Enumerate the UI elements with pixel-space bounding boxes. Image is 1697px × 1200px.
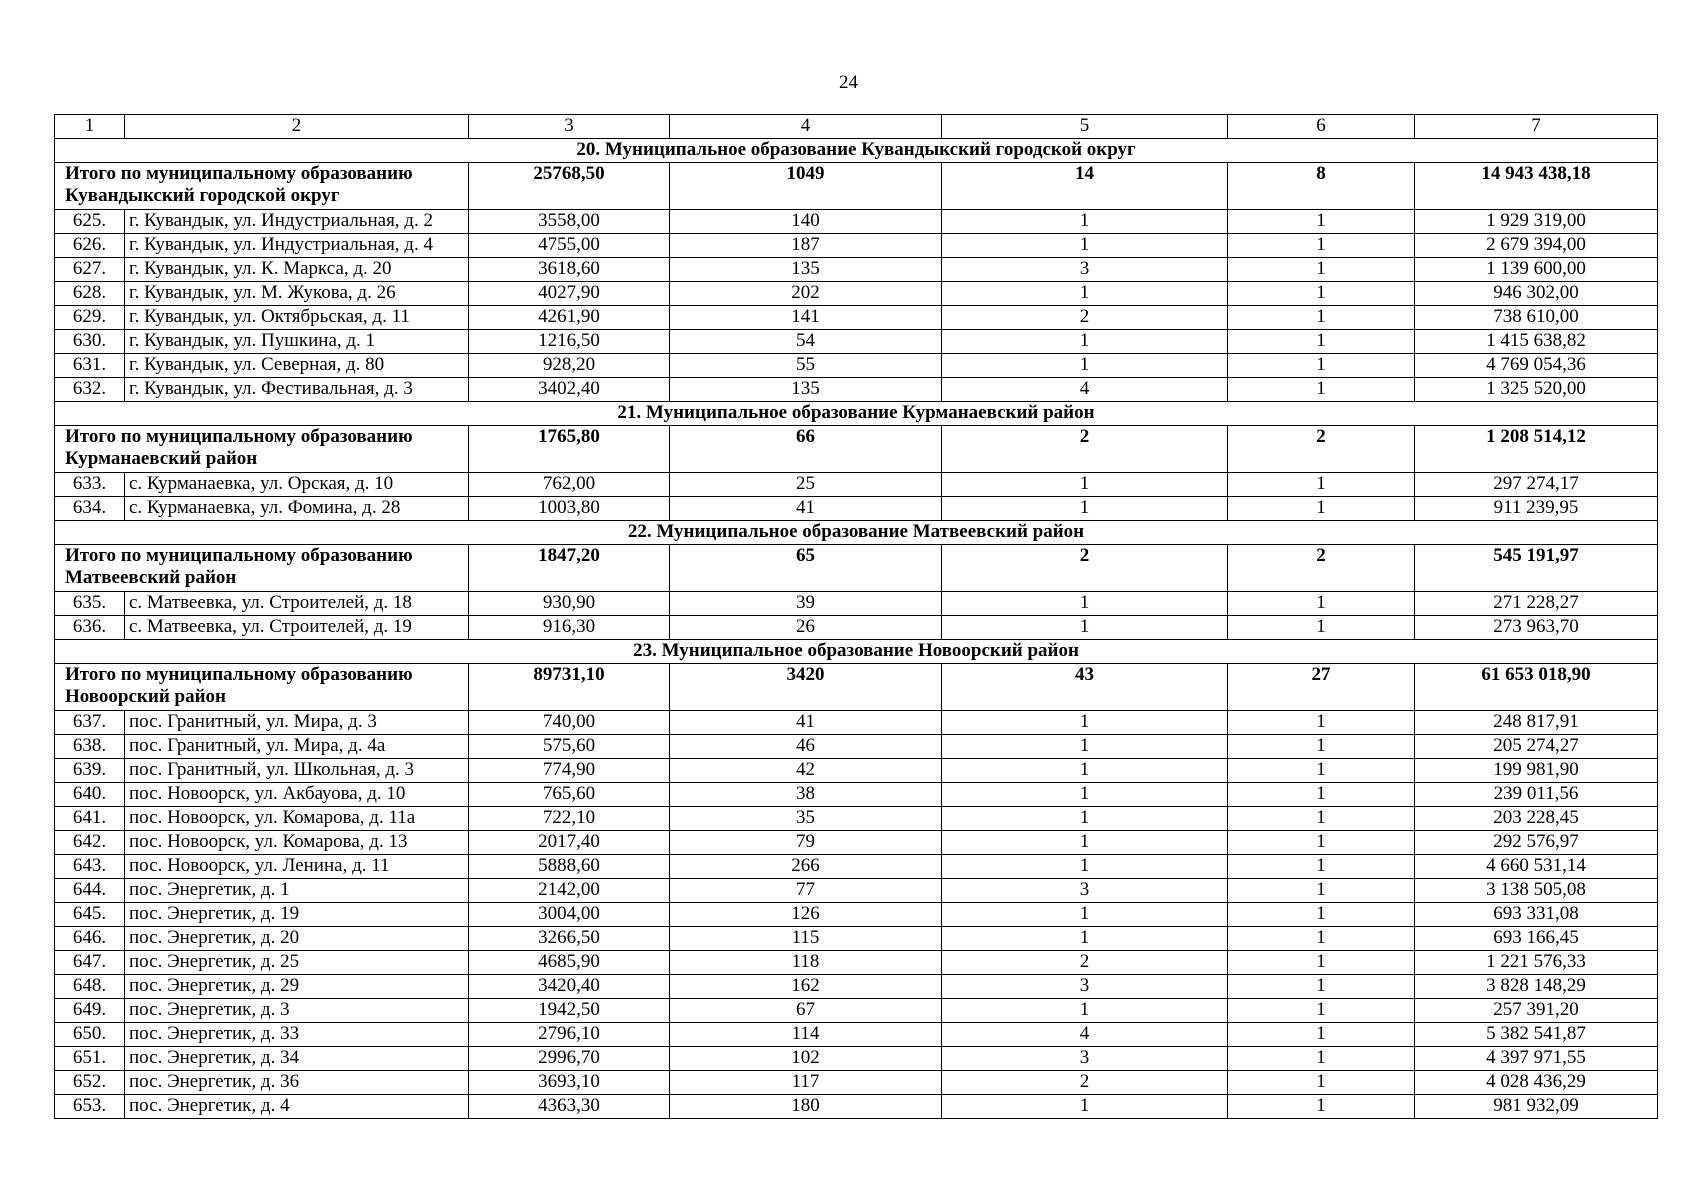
row-number: 630. [55, 330, 125, 354]
total-col5: 43 [942, 664, 1228, 711]
row-cost: 5 382 541,87 [1415, 1023, 1658, 1047]
row-residents: 135 [670, 258, 942, 282]
row-col6: 1 [1228, 735, 1415, 759]
total-label: Итого по муниципальному образованию Кувандыкский городской округ [55, 163, 469, 210]
section-title: 21. Муниципальное образование Курманаевский район [55, 402, 1658, 426]
row-address: пос. Энергетик, д. 33 [125, 1023, 469, 1047]
row-col6: 1 [1228, 1047, 1415, 1071]
row-address: г. Кувандык, ул. Октябрьская, д. 11 [125, 306, 469, 330]
row-cost: 205 274,27 [1415, 735, 1658, 759]
row-cost: 239 011,56 [1415, 783, 1658, 807]
total-area: 89731,10 [469, 664, 670, 711]
row-residents: 135 [670, 378, 942, 402]
row-number: 647. [55, 951, 125, 975]
row-address: пос. Гранитный, ул. Школьная, д. 3 [125, 759, 469, 783]
row-residents: 140 [670, 210, 942, 234]
table-row [55, 1047, 1658, 1071]
row-area: 3558,00 [469, 210, 670, 234]
row-number: 627. [55, 258, 125, 282]
row-cost: 292 576,97 [1415, 831, 1658, 855]
row-residents: 141 [670, 306, 942, 330]
row-residents: 187 [670, 234, 942, 258]
row-address: г. Кувандык, ул. М. Жукова, д. 26 [125, 282, 469, 306]
row-address: с. Курманаевка, ул. Орская, д. 10 [125, 473, 469, 497]
row-col5: 1 [942, 330, 1228, 354]
row-address: с. Матвеевка, ул. Строителей, д. 18 [125, 592, 469, 616]
row-residents: 42 [670, 759, 942, 783]
row-col5: 1 [942, 903, 1228, 927]
total-col5: 2 [942, 426, 1228, 473]
row-address: пос. Гранитный, ул. Мира, д. 4а [125, 735, 469, 759]
row-area: 2017,40 [469, 831, 670, 855]
table-row [55, 282, 1658, 306]
row-area: 2796,10 [469, 1023, 670, 1047]
row-cost: 257 391,20 [1415, 999, 1658, 1023]
row-address: с. Матвеевка, ул. Строителей, д. 19 [125, 616, 469, 640]
table-row [55, 473, 1658, 497]
row-number: 640. [55, 783, 125, 807]
row-residents: 118 [670, 951, 942, 975]
row-cost: 271 228,27 [1415, 592, 1658, 616]
row-col6: 1 [1228, 903, 1415, 927]
row-col6: 1 [1228, 234, 1415, 258]
row-col5: 1 [942, 616, 1228, 640]
row-number: 649. [55, 999, 125, 1023]
row-col5: 1 [942, 999, 1228, 1023]
total-col6: 27 [1228, 664, 1415, 711]
row-area: 3266,50 [469, 927, 670, 951]
column-header: 7 [1415, 115, 1658, 139]
row-col5: 1 [942, 927, 1228, 951]
section-title: 20. Муниципальное образование Кувандыкский городской округ [55, 139, 1658, 163]
row-col6: 1 [1228, 258, 1415, 282]
row-number: 641. [55, 807, 125, 831]
table-row [55, 616, 1658, 640]
row-address: пос. Новоорск, ул. Акбауова, д. 10 [125, 783, 469, 807]
row-area: 765,60 [469, 783, 670, 807]
row-address: г. Кувандык, ул. Северная, д. 80 [125, 354, 469, 378]
row-col5: 3 [942, 1047, 1228, 1071]
row-cost: 4 028 436,29 [1415, 1071, 1658, 1095]
row-cost: 693 166,45 [1415, 927, 1658, 951]
row-col6: 1 [1228, 975, 1415, 999]
row-col5: 3 [942, 975, 1228, 999]
row-residents: 115 [670, 927, 942, 951]
total-area: 1765,80 [469, 426, 670, 473]
row-col6: 1 [1228, 210, 1415, 234]
row-col5: 1 [942, 592, 1228, 616]
row-cost: 297 274,17 [1415, 473, 1658, 497]
row-col5: 4 [942, 378, 1228, 402]
row-col5: 3 [942, 258, 1228, 282]
row-number: 635. [55, 592, 125, 616]
row-col6: 1 [1228, 999, 1415, 1023]
row-area: 740,00 [469, 711, 670, 735]
table-row [55, 927, 1658, 951]
row-col6: 1 [1228, 951, 1415, 975]
row-area: 4685,90 [469, 951, 670, 975]
row-residents: 126 [670, 903, 942, 927]
row-area: 930,90 [469, 592, 670, 616]
row-residents: 38 [670, 783, 942, 807]
row-cost: 738 610,00 [1415, 306, 1658, 330]
row-col5: 1 [942, 735, 1228, 759]
row-residents: 41 [670, 711, 942, 735]
section-header-row [55, 402, 1658, 426]
table-row [55, 378, 1658, 402]
row-col6: 1 [1228, 1023, 1415, 1047]
row-col5: 1 [942, 711, 1228, 735]
row-area: 2142,00 [469, 879, 670, 903]
row-address: пос. Энергетик, д. 34 [125, 1047, 469, 1071]
table-row [55, 592, 1658, 616]
row-cost: 1 139 600,00 [1415, 258, 1658, 282]
row-number: 628. [55, 282, 125, 306]
row-residents: 114 [670, 1023, 942, 1047]
column-header: 4 [670, 115, 942, 139]
row-col5: 2 [942, 1071, 1228, 1095]
row-residents: 162 [670, 975, 942, 999]
row-residents: 41 [670, 497, 942, 521]
row-cost: 199 981,90 [1415, 759, 1658, 783]
row-area: 3420,40 [469, 975, 670, 999]
row-col6: 1 [1228, 306, 1415, 330]
row-area: 1003,80 [469, 497, 670, 521]
table-row [55, 999, 1658, 1023]
row-area: 3693,10 [469, 1071, 670, 1095]
row-col5: 1 [942, 210, 1228, 234]
row-number: 644. [55, 879, 125, 903]
row-cost: 3 138 505,08 [1415, 879, 1658, 903]
row-residents: 77 [670, 879, 942, 903]
row-col6: 1 [1228, 1095, 1415, 1119]
row-address: пос. Энергетик, д. 29 [125, 975, 469, 999]
total-cost: 1 208 514,12 [1415, 426, 1658, 473]
total-cost: 14 943 438,18 [1415, 163, 1658, 210]
row-address: пос. Энергетик, д. 1 [125, 879, 469, 903]
row-col5: 1 [942, 807, 1228, 831]
row-number: 629. [55, 306, 125, 330]
row-cost: 946 302,00 [1415, 282, 1658, 306]
section-header-row [55, 521, 1658, 545]
row-area: 3004,00 [469, 903, 670, 927]
row-col5: 1 [942, 282, 1228, 306]
section-total-row [55, 545, 1658, 592]
row-cost: 273 963,70 [1415, 616, 1658, 640]
row-col6: 1 [1228, 378, 1415, 402]
row-number: 638. [55, 735, 125, 759]
section-total-row [55, 426, 1658, 473]
row-area: 916,30 [469, 616, 670, 640]
row-address: пос. Новоорск, ул. Ленина, д. 11 [125, 855, 469, 879]
total-area: 25768,50 [469, 163, 670, 210]
row-address: г. Кувандык, ул. Пушкина, д. 1 [125, 330, 469, 354]
table-row [55, 354, 1658, 378]
row-area: 762,00 [469, 473, 670, 497]
total-cost: 61 653 018,90 [1415, 664, 1658, 711]
row-col6: 1 [1228, 831, 1415, 855]
row-col6: 1 [1228, 592, 1415, 616]
table-row [55, 735, 1658, 759]
row-address: пос. Гранитный, ул. Мира, д. 3 [125, 711, 469, 735]
row-number: 631. [55, 354, 125, 378]
row-cost: 4 660 531,14 [1415, 855, 1658, 879]
table-row [55, 855, 1658, 879]
column-header: 2 [125, 115, 469, 139]
total-area: 1847,20 [469, 545, 670, 592]
row-residents: 79 [670, 831, 942, 855]
row-address: г. Кувандык, ул. К. Маркса, д. 20 [125, 258, 469, 282]
row-residents: 117 [670, 1071, 942, 1095]
row-col5: 2 [942, 306, 1228, 330]
table-row [55, 234, 1658, 258]
row-address: пос. Энергетик, д. 36 [125, 1071, 469, 1095]
row-residents: 46 [670, 735, 942, 759]
row-cost: 1 325 520,00 [1415, 378, 1658, 402]
row-area: 4363,30 [469, 1095, 670, 1119]
total-col6: 2 [1228, 545, 1415, 592]
row-col5: 1 [942, 783, 1228, 807]
section-title: 22. Муниципальное образование Матвеевский район [55, 521, 1658, 545]
total-residents: 1049 [670, 163, 942, 210]
column-header: 3 [469, 115, 670, 139]
row-number: 642. [55, 831, 125, 855]
row-col5: 1 [942, 234, 1228, 258]
row-number: 651. [55, 1047, 125, 1071]
housing-registry-table [54, 114, 1658, 1119]
row-area: 4755,00 [469, 234, 670, 258]
row-residents: 39 [670, 592, 942, 616]
section-title: 23. Муниципальное образование Новоорский район [55, 640, 1658, 664]
table-row [55, 306, 1658, 330]
row-cost: 1 221 576,33 [1415, 951, 1658, 975]
table-row [55, 951, 1658, 975]
row-residents: 25 [670, 473, 942, 497]
row-col6: 1 [1228, 879, 1415, 903]
row-address: пос. Энергетик, д. 3 [125, 999, 469, 1023]
row-cost: 2 679 394,00 [1415, 234, 1658, 258]
row-number: 637. [55, 711, 125, 735]
row-col5: 1 [942, 759, 1228, 783]
table-row [55, 831, 1658, 855]
row-col6: 1 [1228, 711, 1415, 735]
total-label: Итого по муниципальному образованию Курманаевский район [55, 426, 469, 473]
row-col5: 1 [942, 354, 1228, 378]
row-area: 722,10 [469, 807, 670, 831]
row-area: 1216,50 [469, 330, 670, 354]
column-number-header-row [55, 115, 1658, 139]
section-total-row [55, 163, 1658, 210]
total-col5: 14 [942, 163, 1228, 210]
row-col5: 1 [942, 497, 1228, 521]
row-residents: 67 [670, 999, 942, 1023]
table-body [55, 115, 1658, 1119]
total-col6: 8 [1228, 163, 1415, 210]
row-col6: 1 [1228, 1071, 1415, 1095]
row-cost: 203 228,45 [1415, 807, 1658, 831]
row-number: 652. [55, 1071, 125, 1095]
row-number: 634. [55, 497, 125, 521]
row-area: 4027,90 [469, 282, 670, 306]
row-cost: 981 932,09 [1415, 1095, 1658, 1119]
row-cost: 3 828 148,29 [1415, 975, 1658, 999]
row-area: 928,20 [469, 354, 670, 378]
row-col6: 1 [1228, 855, 1415, 879]
row-address: г. Кувандык, ул. Индустриальная, д. 4 [125, 234, 469, 258]
page-number: 24 [839, 72, 858, 93]
total-residents: 3420 [670, 664, 942, 711]
table-row [55, 783, 1658, 807]
row-col5: 3 [942, 879, 1228, 903]
table-row [55, 879, 1658, 903]
row-col6: 1 [1228, 927, 1415, 951]
row-area: 774,90 [469, 759, 670, 783]
row-number: 643. [55, 855, 125, 879]
column-header: 6 [1228, 115, 1415, 139]
row-col6: 1 [1228, 807, 1415, 831]
row-area: 2996,70 [469, 1047, 670, 1071]
table-row [55, 1023, 1658, 1047]
row-address: пос. Новоорск, ул. Комарова, д. 13 [125, 831, 469, 855]
section-total-row [55, 664, 1658, 711]
table-row [55, 807, 1658, 831]
table-row [55, 1071, 1658, 1095]
total-label: Итого по муниципальному образованию Новоорский район [55, 664, 469, 711]
row-cost: 1 415 638,82 [1415, 330, 1658, 354]
table-row [55, 210, 1658, 234]
row-number: 625. [55, 210, 125, 234]
row-cost: 693 331,08 [1415, 903, 1658, 927]
row-number: 650. [55, 1023, 125, 1047]
total-col6: 2 [1228, 426, 1415, 473]
row-number: 646. [55, 927, 125, 951]
row-residents: 35 [670, 807, 942, 831]
row-col5: 4 [942, 1023, 1228, 1047]
row-address: пос. Энергетик, д. 25 [125, 951, 469, 975]
row-address: г. Кувандык, ул. Индустриальная, д. 2 [125, 210, 469, 234]
row-number: 645. [55, 903, 125, 927]
row-col6: 1 [1228, 330, 1415, 354]
column-header: 5 [942, 115, 1228, 139]
total-label: Итого по муниципальному образованию Матвеевский район [55, 545, 469, 592]
table-row [55, 711, 1658, 735]
row-col5: 1 [942, 1095, 1228, 1119]
row-residents: 102 [670, 1047, 942, 1071]
column-header: 1 [55, 115, 125, 139]
total-residents: 65 [670, 545, 942, 592]
row-address: пос. Новоорск, ул. Комарова, д. 11а [125, 807, 469, 831]
table-row [55, 258, 1658, 282]
table-row [55, 759, 1658, 783]
row-address: с. Курманаевка, ул. Фомина, д. 28 [125, 497, 469, 521]
row-number: 648. [55, 975, 125, 999]
table-row [55, 330, 1658, 354]
row-number: 626. [55, 234, 125, 258]
row-residents: 202 [670, 282, 942, 306]
row-cost: 4 397 971,55 [1415, 1047, 1658, 1071]
row-cost: 4 769 054,36 [1415, 354, 1658, 378]
row-col6: 1 [1228, 497, 1415, 521]
row-address: пос. Энергетик, д. 4 [125, 1095, 469, 1119]
row-col6: 1 [1228, 354, 1415, 378]
total-col5: 2 [942, 545, 1228, 592]
row-address: пос. Энергетик, д. 19 [125, 903, 469, 927]
table-row [55, 1095, 1658, 1119]
row-number: 639. [55, 759, 125, 783]
row-residents: 26 [670, 616, 942, 640]
section-header-row [55, 139, 1658, 163]
row-col6: 1 [1228, 473, 1415, 497]
row-cost: 911 239,95 [1415, 497, 1658, 521]
table-row [55, 975, 1658, 999]
row-number: 633. [55, 473, 125, 497]
row-col6: 1 [1228, 282, 1415, 306]
row-col5: 2 [942, 951, 1228, 975]
row-number: 632. [55, 378, 125, 402]
row-residents: 180 [670, 1095, 942, 1119]
table-row [55, 497, 1658, 521]
section-header-row [55, 640, 1658, 664]
row-area: 5888,60 [469, 855, 670, 879]
row-area: 575,60 [469, 735, 670, 759]
row-col6: 1 [1228, 783, 1415, 807]
row-address: г. Кувандык, ул. Фестивальная, д. 3 [125, 378, 469, 402]
row-col5: 1 [942, 831, 1228, 855]
row-address: пос. Энергетик, д. 20 [125, 927, 469, 951]
row-col5: 1 [942, 855, 1228, 879]
row-area: 1942,50 [469, 999, 670, 1023]
row-col6: 1 [1228, 616, 1415, 640]
total-cost: 545 191,97 [1415, 545, 1658, 592]
row-number: 653. [55, 1095, 125, 1119]
table-row [55, 903, 1658, 927]
row-col5: 1 [942, 473, 1228, 497]
row-area: 3402,40 [469, 378, 670, 402]
row-cost: 1 929 319,00 [1415, 210, 1658, 234]
row-residents: 55 [670, 354, 942, 378]
row-area: 3618,60 [469, 258, 670, 282]
row-residents: 266 [670, 855, 942, 879]
row-residents: 54 [670, 330, 942, 354]
total-residents: 66 [670, 426, 942, 473]
row-col6: 1 [1228, 759, 1415, 783]
row-number: 636. [55, 616, 125, 640]
row-area: 4261,90 [469, 306, 670, 330]
row-cost: 248 817,91 [1415, 711, 1658, 735]
